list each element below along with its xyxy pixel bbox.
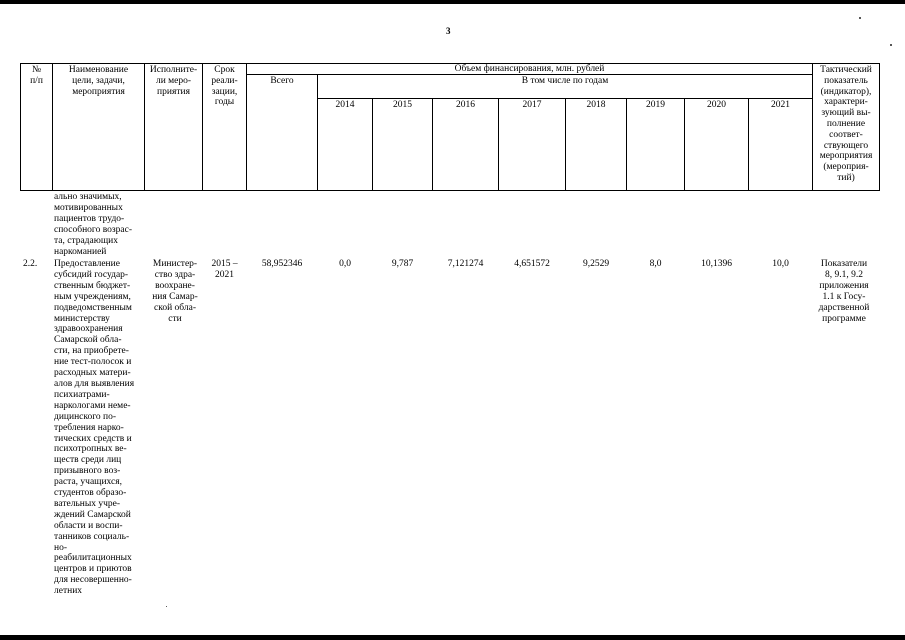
header-funding: Объем финансирования, млн. рублей bbox=[454, 64, 605, 74]
row-period: 2015 – 2021 bbox=[211, 259, 238, 280]
year-2017: 2017 bbox=[522, 100, 542, 110]
row-value-2020: 10,1396 bbox=[701, 259, 732, 269]
header-col-rule bbox=[879, 63, 880, 191]
years-rule bbox=[626, 98, 627, 191]
years-rule bbox=[498, 98, 499, 191]
header-num: № п/п bbox=[30, 65, 43, 86]
year-2014: 2014 bbox=[335, 100, 355, 110]
row-value-2015: 9,787 bbox=[391, 259, 414, 269]
years-rule bbox=[432, 98, 433, 191]
prev-row-text: ально значимых, мотивированных пациентов трудо- способного возрас- та, страдающих наркоманией bbox=[54, 192, 132, 257]
header-executor: Исполните- ли меро- приятия bbox=[149, 65, 198, 97]
years-rule bbox=[565, 98, 566, 191]
year-2019: 2019 bbox=[646, 100, 665, 110]
row-number: 2.2. bbox=[23, 259, 38, 269]
year-2016: 2016 bbox=[456, 100, 475, 110]
row-total: 58,952346 bbox=[261, 259, 303, 269]
row-value-2018: 9,2529 bbox=[582, 259, 610, 269]
bottom-border bbox=[0, 635, 905, 640]
scan-speck bbox=[890, 44, 892, 46]
header-name: Наименование цели, задачи, мероприятия bbox=[68, 65, 129, 97]
table-header bbox=[20, 63, 880, 191]
row-value-2017: 4,651572 bbox=[514, 259, 550, 269]
year-2015: 2015 bbox=[393, 100, 412, 110]
page-number: 3 bbox=[446, 26, 451, 36]
scan-speck bbox=[859, 17, 861, 19]
year-2018: 2018 bbox=[586, 100, 606, 110]
header-indicator: Тактический показатель (индикатор), характери- зующий вы- полнение соответ- ствующего мероприятия (мероприя- тий) bbox=[819, 65, 873, 183]
header-by-years: В том числе по годам bbox=[521, 76, 609, 86]
row-name: Предоставление субсидий государ- ственным бюджет- ным учреждениям, подведомственным министерству здравоохранения Самарской обла- сти, на приобрете- ние тест-полосок и расходных матери- алов для выявления психиатрами- наркологами неме- дицинского по- требления нарко- тических средств и психотропных ве- ществ среди лиц призывного воз- раста, учащихся, студентов образо- вательных учре- ждений Самарской области и воспи- танников социаль- но- реабилитационных центров и приютов для несовершенно- летних bbox=[54, 259, 135, 597]
header-total: Всего bbox=[270, 76, 294, 86]
row-value-2014: 0,0 bbox=[339, 259, 351, 269]
year-2021: 2021 bbox=[771, 100, 790, 110]
years-rule bbox=[684, 98, 685, 191]
row-executor: Министер- ство здра- воохране- ния Самар- ской обла- сти bbox=[152, 259, 198, 324]
row-value-2021: 10,0 bbox=[772, 259, 789, 269]
funding-rule bbox=[317, 74, 318, 191]
years-rule bbox=[372, 98, 373, 191]
scan-speck bbox=[166, 606, 167, 607]
year-2020: 2020 bbox=[707, 100, 726, 110]
header-period: Срок реали- зации, годы bbox=[211, 65, 238, 108]
row-value-2019: 8,0 bbox=[649, 259, 662, 269]
header-bottom-rule bbox=[20, 190, 880, 191]
row-indicator: Показатели 8, 9.1, 9.2 приложения 1.1 к Госу- дарственной программе bbox=[818, 259, 870, 324]
top-border bbox=[0, 0, 905, 4]
years-rule bbox=[748, 98, 749, 191]
row-value-2016: 7,121274 bbox=[447, 259, 484, 269]
